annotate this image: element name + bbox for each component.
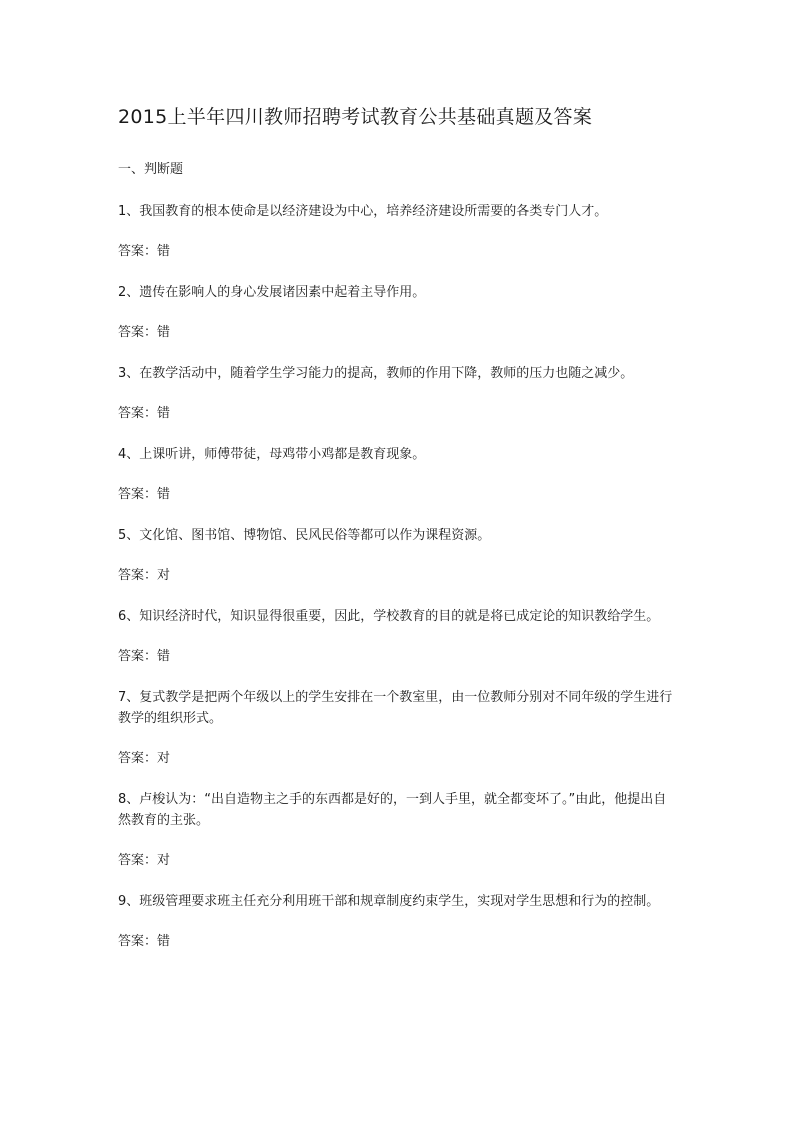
question-text: 2、遗传在影响人的身心发展诸因素中起着主导作用。 (118, 285, 426, 300)
question-item (118, 789, 678, 871)
question-text: 4、上课听讲，师傅带徒，母鸡带小鸡都是教育现象。 (118, 447, 426, 462)
question-text: 7、复式教学是把两个年级以上的学生安排在一个教室里，由一位教师分别对不同年级的学生进行教学的组织形式。 (118, 690, 673, 726)
question-text: 5、文化馆、图书馆、博物馆、民风民俗等都可以作为课程资源。 (118, 528, 491, 543)
question-item (118, 687, 678, 769)
answer-text: 答案：错 (118, 244, 171, 259)
answer-text: 答案：错 (118, 487, 171, 502)
question-list (118, 201, 678, 972)
question-text: 9、班级管理要求班主任充分利用班干部和规章制度约束学生，实现对学生思想和行为的控制。 (118, 894, 660, 909)
question-item (118, 606, 678, 667)
question-item (118, 891, 678, 952)
answer-text: 答案：错 (118, 406, 171, 421)
answer-text: 答案：错 (118, 934, 171, 949)
question-item (118, 444, 678, 505)
question-item (118, 201, 678, 262)
section-heading: 一、判断题 (118, 162, 184, 177)
answer-text: 答案：错 (118, 325, 171, 340)
question-text: 3、在教学活动中，随着学生学习能力的提高，教师的作用下降，教师的压力也随之减少。 (118, 366, 634, 381)
answer-text: 答案：对 (118, 568, 171, 583)
answer-text: 答案：对 (118, 751, 171, 766)
document-title: 2015上半年四川教师招聘考试教育公共基础真题及答案 (118, 106, 593, 128)
answer-text: 答案：错 (118, 649, 171, 664)
question-text: 1、我国教育的根本使命是以经济建设为中心，培养经济建设所需要的各类专门人才。 (118, 204, 608, 219)
question-item (118, 363, 678, 424)
question-text: 8、卢梭认为：“出自造物主之手的东西都是好的，一到人手里，就全都变坏了。”由此，他提出自然教育的主张。 (118, 792, 667, 828)
answer-text: 答案：对 (118, 853, 171, 868)
question-text: 6、知识经济时代，知识显得很重要，因此，学校教育的目的就是将已成定论的知识教给学生。 (118, 609, 660, 624)
question-item (118, 282, 678, 343)
question-item (118, 525, 678, 586)
